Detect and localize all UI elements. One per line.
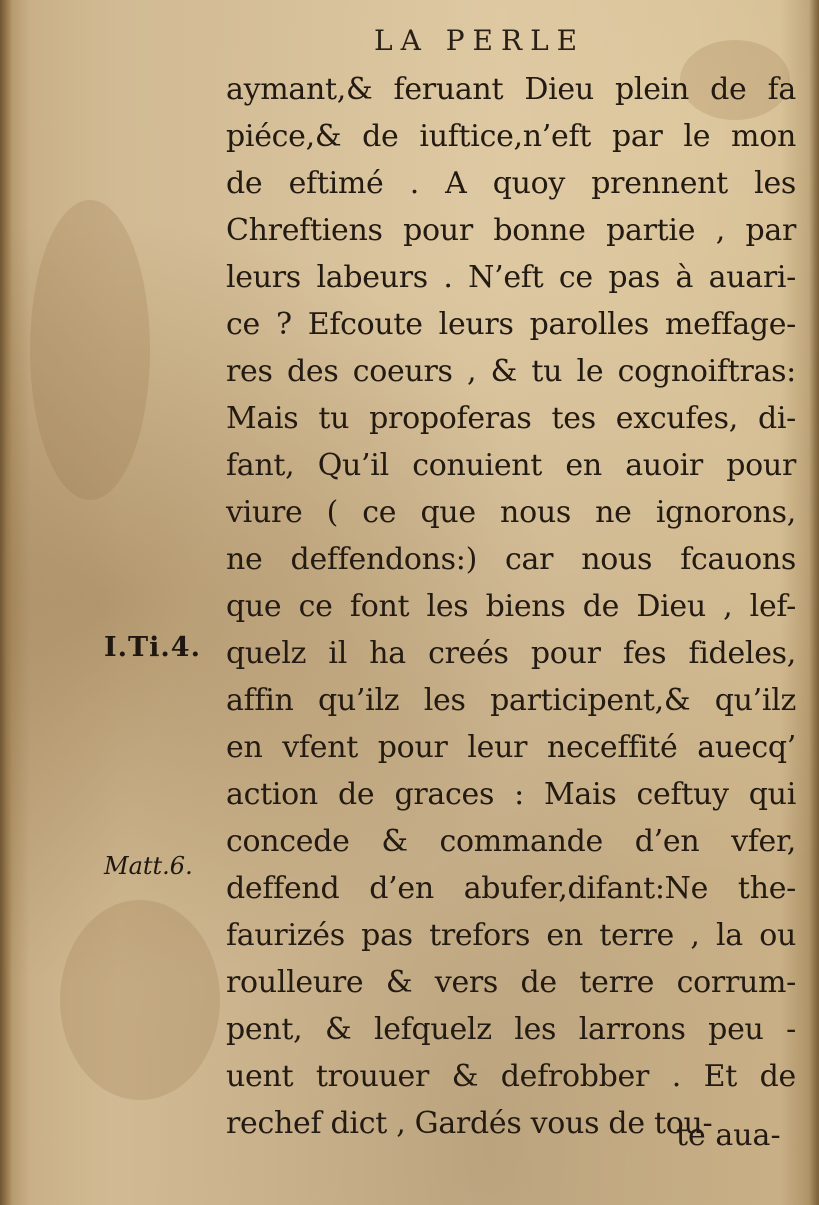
marginal-note-matthew: Matt.6.: [104, 852, 193, 880]
text-line: Chreftiens pour bonne partie , par: [226, 213, 796, 248]
text-line: roulleure & vers de terre corrum-: [226, 965, 796, 1000]
catchword: te aua-: [676, 1118, 781, 1153]
text-line: ce ? Efcoute leurs parolles meffage-: [226, 307, 796, 342]
text-line: aymant,& feruant Dieu plein de fa: [226, 72, 796, 107]
text-line: Mais tu propoferas tes excufes, di-: [226, 401, 796, 436]
page-edge-shadow: [809, 0, 819, 1205]
body-text: [226, 66, 796, 1147]
text-line: que ce font les biens de Dieu , lef-: [226, 589, 796, 624]
text-line: quelz il ha creés pour fes fideles,: [226, 636, 796, 671]
text-line: en vfent pour leur neceffité auecq’: [226, 730, 796, 765]
text-line: ne deffendons:) car nous fcauons: [226, 542, 796, 577]
text-line: leurs labeurs . N’eft ce pas à auari-: [226, 260, 796, 295]
text-line: de eftimé . A quoy prennent les: [226, 166, 796, 201]
paper-stain: [30, 200, 150, 500]
text-line: uent trouuer & defrobber . Et de: [226, 1059, 796, 1094]
text-line: action de graces : Mais ceftuy qui: [226, 777, 796, 812]
text-line: concede & commande d’en vfer,: [226, 824, 796, 859]
running-head: LA PERLE: [374, 24, 586, 57]
page-gutter-shadow: [0, 0, 12, 1205]
marginal-note-timothy: I.Ti.4.: [104, 632, 201, 663]
text-line: piéce,& de iuftice,n’eft par le mon: [226, 119, 796, 154]
text-line: pent, & lefquelz les larrons peu -: [226, 1012, 796, 1047]
text-line: res des coeurs , & tu le cognoiftras:: [226, 354, 796, 389]
text-line: viure ( ce que nous ne ignorons,: [226, 495, 796, 530]
text-line: rechef dict , Gardés vous de tou-: [226, 1106, 713, 1141]
text-line: deffend d’en abufer,difant:Ne the-: [226, 871, 796, 906]
text-line: faurizés pas trefors en terre , la ou: [226, 918, 796, 953]
text-line: fant, Qu’il conuient en auoir pour: [226, 448, 796, 483]
text-line: affin qu’ilz les participent,& qu’ilz: [226, 683, 796, 718]
paper-stain: [60, 900, 220, 1100]
